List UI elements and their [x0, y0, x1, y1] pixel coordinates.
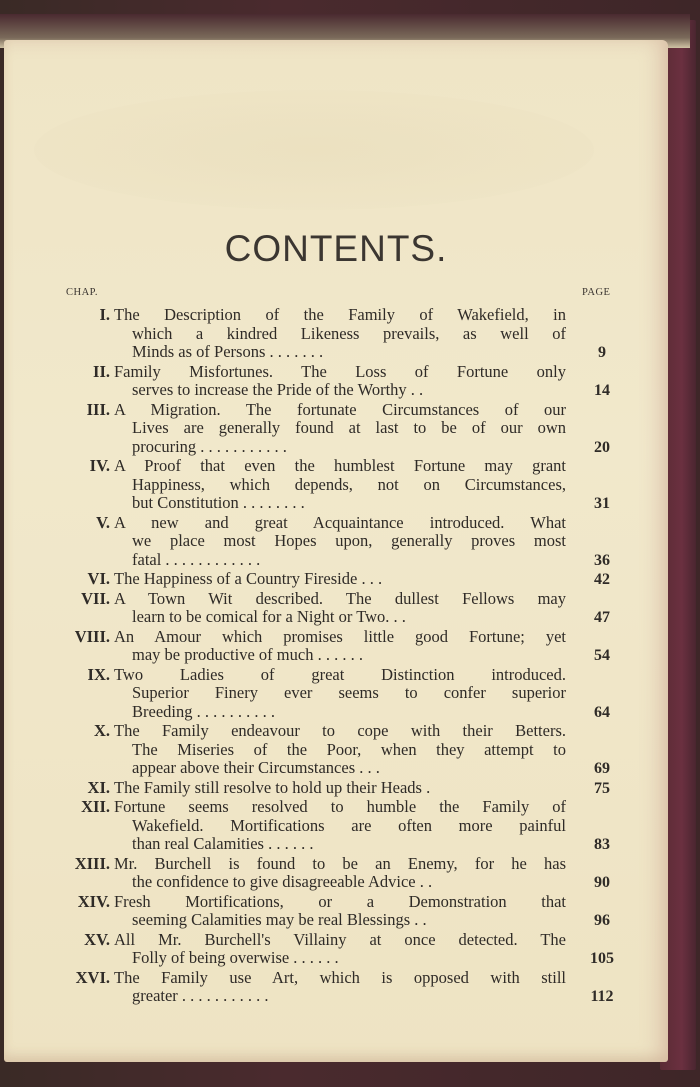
chapter-number: V.	[96, 512, 110, 532]
page-stain	[34, 90, 594, 210]
page-column-header: PAGE	[582, 287, 611, 298]
chapter-description-line: procuring . . . . . . . . . . .	[132, 436, 287, 456]
page-number: 47	[594, 609, 610, 626]
chapter-description-line: Superior Finery ever seems to confer superior	[132, 683, 566, 702]
chapter-number: X.	[93, 721, 110, 740]
page-number: 96	[594, 912, 610, 929]
page-number: 112	[590, 988, 614, 1005]
chapter-number: XV.	[84, 929, 110, 949]
chapter-number: III.	[86, 399, 110, 419]
chapter-description-line: fatal . . . . . . . . . . . .	[132, 549, 261, 569]
chapter-description-line: Two Ladies of great Distinction introduced.	[114, 664, 566, 684]
toc-entry	[4, 778, 668, 797]
page-number: 31	[594, 495, 610, 512]
chapter-description-line: which a kindred Likeness prevails, as well of	[132, 323, 566, 343]
toc-entry	[4, 589, 668, 626]
chapter-description-line: The Description of the Family of Wakefield, in	[114, 305, 566, 324]
chapter-description-line: appear above their Circumstances . . .	[132, 758, 380, 777]
chapter-description-line: Minds as of Persons . . . . . . .	[132, 342, 324, 361]
chapter-description-line: Breeding . . . . . . . . . .	[132, 701, 275, 721]
chapter-description-line: The Miseries of the Poor, when they attempt to	[132, 739, 566, 759]
page-number: 36	[594, 551, 610, 569]
chapter-description-line: than real Calamities . . . . . .	[132, 834, 314, 853]
contents-page	[4, 40, 668, 1062]
page-number: 20	[594, 438, 610, 456]
toc-entry	[4, 721, 668, 777]
chapter-number: XII.	[81, 797, 110, 816]
chapter-number: VII.	[81, 588, 110, 608]
chapter-description-line: Wakefield. Mortifications are often more painful	[132, 815, 566, 835]
chapter-description-line: A Migration. The fortunate Circumstances of our	[114, 399, 566, 419]
page-number: 14	[594, 382, 610, 399]
chapter-description-line: An Amour which promises little good Fortune; yet	[114, 626, 566, 646]
page-number: 54	[594, 647, 610, 664]
chapter-description-line: The Family still resolve to hold up their Heads .	[114, 777, 431, 797]
chapter-description-line: serves to increase the Pride of the Worthy . .	[132, 380, 424, 399]
chapter-description-line: The Happiness of a Country Fireside . . .	[114, 569, 383, 588]
chapter-description-line: A Town Wit described. The dullest Fellows may	[114, 588, 566, 608]
chapter-description-line: greater . . . . . . . . . . .	[132, 986, 269, 1005]
page-title: CONTENTS.	[224, 228, 448, 269]
chapter-description-line: may be productive of much . . . . . .	[132, 645, 363, 664]
chapter-number: IV.	[89, 456, 110, 475]
chapter-description-line: the confidence to give disagreeable Advice . .	[132, 872, 433, 891]
page-number: 64	[594, 703, 610, 721]
chapter-description-line: Fresh Mortifications, or a Demonstration that	[114, 891, 566, 911]
chapter-number: XIV.	[77, 891, 110, 911]
page-number: 105	[590, 950, 614, 967]
chapter-description-line: Happiness, which depends, not on Circumstances,	[132, 474, 566, 494]
chapter-description-line: we place most Hopes upon, generally proves most	[132, 531, 566, 550]
chapter-number: I.	[99, 305, 110, 324]
toc-entry	[4, 892, 668, 929]
chapter-number: VIII.	[74, 626, 110, 646]
chapter-description-line: The Family use Art, which is opposed with still	[114, 967, 566, 987]
toc-entry	[4, 627, 668, 664]
chapter-description-line: seeming Calamities may be real Blessings . .	[132, 910, 427, 929]
chapter-number: IX.	[87, 664, 110, 684]
toc-entry	[4, 456, 668, 512]
chapter-description-line: but Constitution . . . . . . . .	[132, 493, 305, 512]
toc-entry	[4, 930, 668, 967]
chapter-description-line: Family Misfortunes. The Loss of Fortune only	[114, 361, 566, 381]
chapter-description-line: All Mr. Burchell's Villainy at once detected. The	[114, 929, 566, 949]
page-number: 69	[594, 760, 610, 777]
toc-entry	[4, 968, 668, 1005]
chapter-description-line: Fortune seems resolved to humble the Family of	[114, 797, 566, 816]
toc-entry	[4, 569, 668, 588]
chapter-description-line: Lives are generally found at last to be of our own	[132, 418, 566, 437]
chapter-description-line: The Family endeavour to cope with their Betters.	[114, 721, 566, 740]
chapter-number: XVI.	[75, 967, 110, 987]
toc-entry	[4, 362, 668, 399]
chapter-description-line: A Proof that even the humblest Fortune may grant	[114, 456, 566, 475]
chapter-number: XIII.	[74, 853, 110, 873]
chapter-description-line: A new and great Acquaintance introduced. What	[114, 512, 566, 532]
toc-entry	[4, 854, 668, 891]
chapter-number: XI.	[87, 777, 110, 797]
chapter-description-line: Mr. Burchell is found to be an Enemy, for he has	[114, 853, 566, 873]
page-number: 9	[598, 344, 606, 361]
chapter-description-line: Folly of being overwise . . . . . .	[132, 948, 339, 967]
toc-entry	[4, 797, 668, 853]
chapter-number: VI.	[87, 569, 110, 588]
toc-entry	[4, 400, 668, 456]
chapter-number: II.	[93, 361, 110, 381]
toc-entry	[4, 305, 668, 361]
chapter-description-line: learn to be comical for a Night or Two. . .	[132, 607, 406, 626]
page-number: 75	[594, 779, 610, 797]
page-number: 42	[594, 571, 610, 588]
chapter-column-header: CHAP.	[66, 287, 98, 298]
page-number: 90	[594, 874, 610, 891]
toc-entry	[4, 513, 668, 569]
page-number: 83	[594, 836, 610, 853]
toc-entry	[4, 665, 668, 721]
